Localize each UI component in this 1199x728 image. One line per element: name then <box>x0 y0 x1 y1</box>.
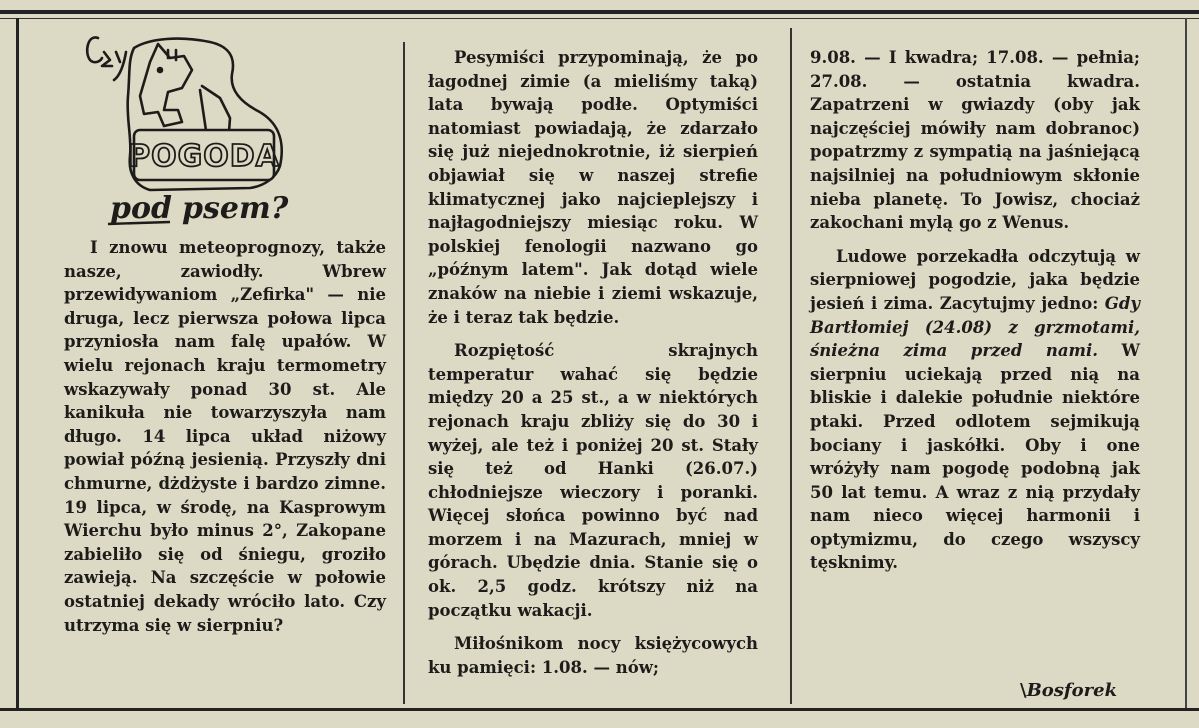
left-rule <box>16 18 19 708</box>
article-paragraph: Pesymiści przypominają, że po łagodnej zimie (a mieliśmy taką) lata bywają podłe. Optymiści natomiast powiadają, że zdarzało się już niejednokrotnie, iż sierpień objawiał się w naszej strefie klimatycznej jako najcieplejszy i najłagodniejszy miesiąc roku. W polskiej fenologii nazwano go „późnym latem". Jak dotąd wiele znaków na niebie i ziemi wskazuje, że i teraz tak będzie. <box>428 48 758 327</box>
column-separator <box>790 28 792 704</box>
bottom-rule <box>0 708 1199 711</box>
article-paragraph: I znowu meteoprognozy, także nasze, zawiodły. Wbrew przewidywaniom „Zefirka" — nie druga, lecz pierwsza połowa lipca przyniosła nam falę upałów. W wielu rejonach kraju termometry wskazywały ponad 30 st. Ale kanikuła nie towarzyszyła nam długo. 14 lipca układ niżowy powiał późną jesienią. Przyszły dni chmurne, dżdżyste i bardzo zimne. 19 lipca, w środę, na Kasprowym Wierchu było minus 2°, Zakopane zabieliło się od śniegu, groziło zawieją. Na szczęście w połowie ostatniej dekady wróciło lato. Czy utrzyma się w sierpniu? <box>64 238 386 635</box>
top-rule-thin <box>0 18 1199 19</box>
article-paragraph: Rozpiętość skrajnych temperatur wahać się będzie między 20 a 25 st., a w niektórych rejonach kraju zbliży się do 30 i wyżej, ale też i poniżej 20 st. Stały się też od Hanki (26.07.) chłodniejsze wieczory i poranki. Więcej słońca powinno być nad morzem i na Mazurach, mniej w górach. Ubędzie dnia. Stanie się o ok. 2,5 godz. krótszy niż na początku wakacji. <box>428 341 758 620</box>
logo-pogoda-text: POGODA <box>128 139 280 174</box>
article-column-1 <box>64 236 386 637</box>
pogoda-dog-logo <box>80 26 310 231</box>
article-column-3 <box>810 46 1140 575</box>
article-paragraph: 9.08. — I kwadra; 17.08. — pełnia; 27.08. — ostatnia kwadra. Zapatrzeni w gwiazdy (oby jak najczęściej mówiły nam dobranoc) popatrzmy z sympatią na jaśniejącą najsilniej na południowym skłonie nieba planetę. To Jowisz, chociaż zakochani mylą go z Wenus. <box>810 48 1140 233</box>
paragraph-text: W sierpniu uciekają przed nią na bliskie i dalekie południe niektóre ptaki. Przed odlotem sejmikują bociany i jaskółki. Oby i one wróżyły nam pogodę podobną jak 50 lat temu. A wraz z nią przydały nam nieco więcej harmonii i optymizmu, do czego wszyscy tęsknimy. <box>810 341 1140 573</box>
paragraph-text: Ludowe porzekadła odczytują w sierpniowej pogodzie, jaka będzie jesień i zima. Zacytujmy jedno: <box>810 246 1140 313</box>
author-name: Bosforek <box>1026 680 1118 701</box>
author-signature <box>1020 680 1117 701</box>
svg-text:psem?: psem? <box>182 191 289 226</box>
article-paragraph: Miłośnikom nocy księżycowych ku pamięci: 1.08. — nów; <box>428 634 758 677</box>
proverb-quote: Gdy Bartłomiej (24.08) z grzmotami, śnieżna zima przed nami. <box>810 293 1140 361</box>
column-separator <box>403 42 405 704</box>
right-rule <box>1185 18 1187 708</box>
top-rule <box>0 10 1199 14</box>
signature-mark: \ <box>1020 680 1027 701</box>
svg-text:pod: pod <box>110 191 172 226</box>
article-paragraph <box>810 245 1140 575</box>
article-column-2 <box>428 46 758 679</box>
